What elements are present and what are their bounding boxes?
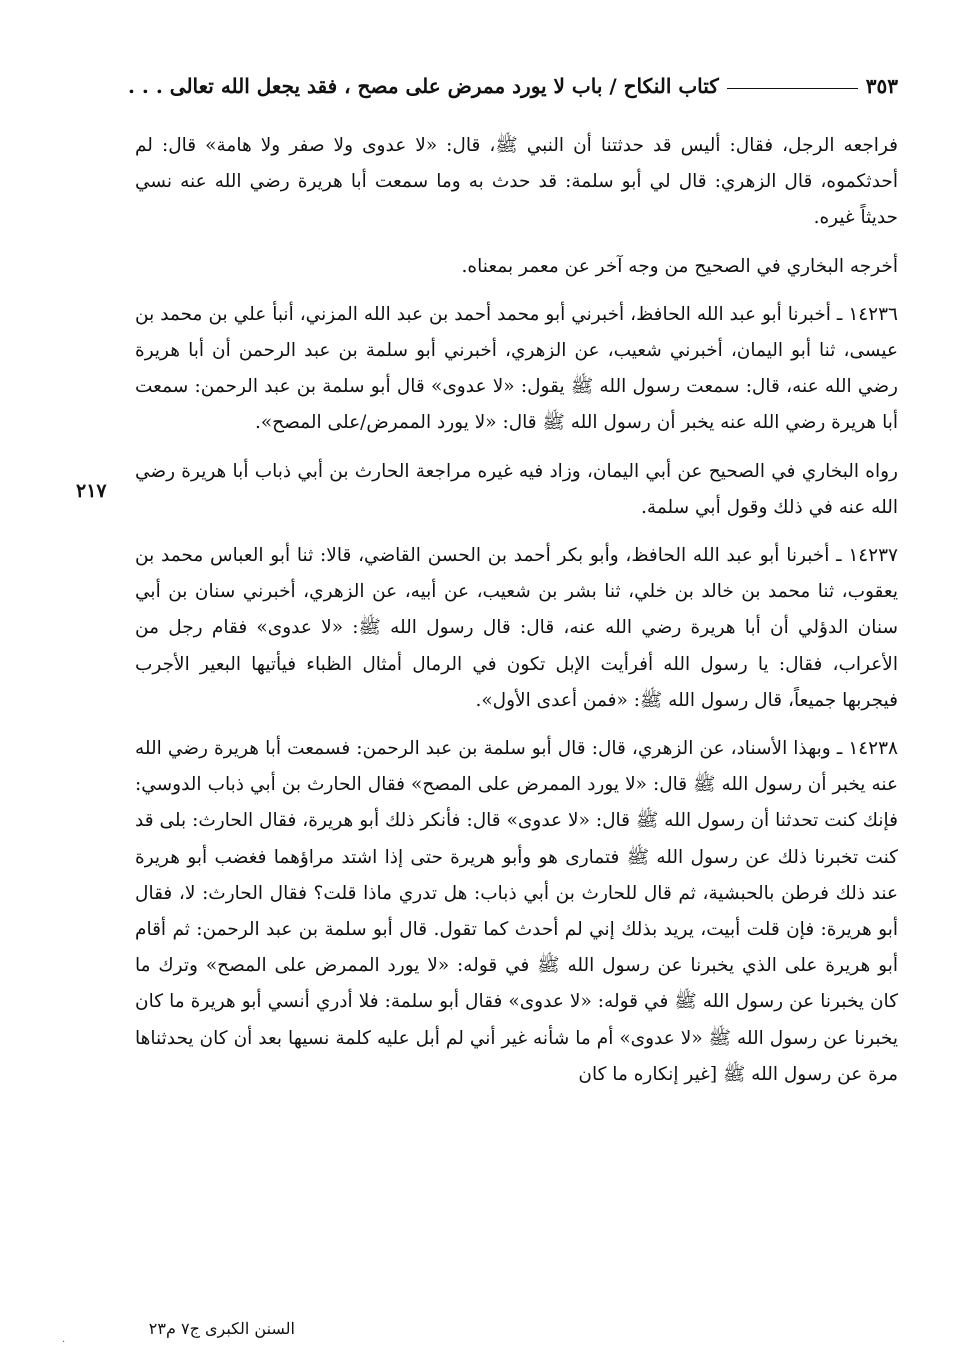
- paragraph-takhrij-1: أخرجه البخاري في الصحيح من وجه آخر عن معمر بمعناه.: [461, 255, 898, 277]
- header-title: كتاب النكاح / باب لا يورد ممرض على مصح ، فقد يجعل الله تعالى . . .: [128, 74, 719, 98]
- margin-page-reference: ٢١٧: [76, 480, 107, 502]
- corner-mark: .: [62, 1334, 66, 1345]
- header-rule: [727, 88, 858, 89]
- page-number: ٣٥٣: [865, 74, 898, 98]
- running-header: [128, 66, 898, 106]
- page-footer: السنن الكبرى ج٧ م٢٣: [148, 1319, 295, 1338]
- paragraph-takhrij-2: رواه البخاري في الصحيح عن أبي اليمان، وزاد فيه غيره مراجعة الحارث بن أبي ذباب أبا هريرة رضي الله عنه في ذلك وقول أبي سلمة.: [135, 460, 898, 518]
- paragraph-continuation: فراجعه الرجل، فقال: أليس قد حدثتنا أن النبي ﷺ، قال: «لا عدوى ولا صفر ولا هامة» قال: لم أحدثكموه، قال الزهري: قال لي أبو سلمة: قد حدث به وما سمعت أبا هريرة رضي الله عنه نسي حديثاً غيره.: [135, 135, 898, 229]
- page-body: [135, 128, 898, 1105]
- paragraph-hadith-14236: ١٤٢٣٦ ـ أخبرنا أبو عبد الله الحافظ، أخبرني أبو محمد أحمد بن عبد الله المزني، أنبأ علي بن محمد بن عيسى، ثنا أبو اليمان، أخبرني شعيب، عن الزهري، أخبرني أبو سلمة بن عبد الرحمن أن أبا هريرة رضي الله عنه، قال: سمعت رسول الله ﷺ يقول: «لا عدوى» قال أبو سلمة بن عبد الرحمن: سمعت أبا هريرة رضي الله عنه يخبر أن رسول الله ﷺ قال: «لا يورد الممرض/على المصح».: [135, 303, 898, 434]
- paragraph-hadith-14238: ١٤٢٣٨ ـ وبهذا الأسناد، عن الزهري، قال: قال أبو سلمة بن عبد الرحمن: فسمعت أبا هريرة رضي الله عنه يخبر أن رسول الله ﷺ قال: «لا يورد الممرض على المصح» فقال الحارث بن أبي ذباب الدوسي: فإنك كنت تحدثنا أن رسول الله ﷺ قال: «لا عدوى» قال: فأنكر ذلك أبو هريرة، فقال الحارث: بلى قد كنت تخبرنا ذلك عن رسول الله ﷺ فتمارى هو وأبو هريرة حتى إذا اشتد مراؤهما فغضب أبو هريرة عند ذلك فرطن بالحبشية، ثم قال للحارث بن أبي ذباب: هل تدري ماذا قلت؟ فقال الحارث: لا، فقال أبو هريرة: فإن قلت أبيت، يريد بذلك إني لم أحدث كما تقول. قال أبو سلمة بن عبد الرحمن: ثم أقام أبو هريرة على الذي يخبرنا عن رسول الله ﷺ في قوله: «لا يورد الممرض على المصح» وترك ما كان يخبرنا عن رسول الله ﷺ في قوله: «لا عدوى» فقال أبو سلمة: فلا أدري أنسي أبو هريرة ما كان يخبرنا عن رسول الله ﷺ «لا عدوى» أم ما شأنه غير أني لم أبل عليه كلمة نسيها بعد أن كان يحدثناها مرة عن رسول الله ﷺ [غير إنكاره ما كان: [135, 738, 898, 1085]
- paragraph-hadith-14237: ١٤٢٣٧ ـ أخبرنا أبو عبد الله الحافظ، وأبو بكر أحمد بن الحسن القاضي، قالا: ثنا أبو العباس محمد بن يعقوب، ثنا محمد بن خالد بن خلي، ثنا بشر بن شعيب، عن أبيه، عن الزهري، أخبرني سنان بن أبي سنان الدؤلي أن أبا هريرة رضي الله عنه، قال: قال رسول الله ﷺ: «لا عدوى» فقام رجل من الأعراب، فقال: يا رسول الله أفرأيت الإبل تكون في الرمال أمثال الظباء فيأتيها البعير الأجرب فيجربها جميعاً، قال رسول الله ﷺ: «فمن أعدى الأول».: [135, 545, 898, 711]
